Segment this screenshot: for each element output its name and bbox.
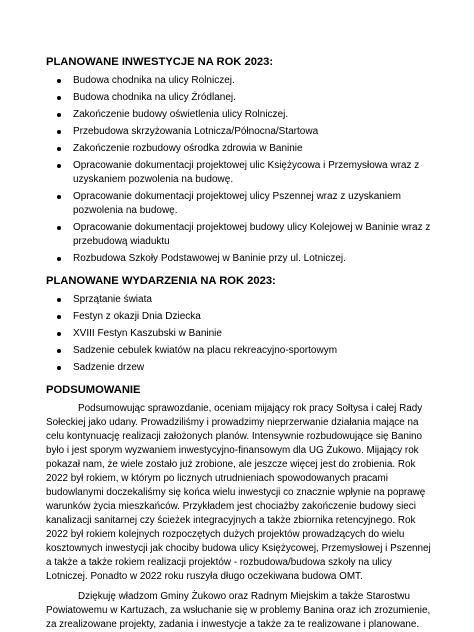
planned-events-list — [46, 293, 434, 375]
list-item: Przebudowa skrzyżowania Lotnicza/Północna/Startowa — [46, 125, 434, 139]
thanks-paragraph: Dziękuję władzom Gminy Żukowo oraz Radnym Miejskim a także Starostwu Powiatowemu w Kartuzach, za wsłuchanie się w problemy Banina oraz ich zrozumienie, za zrealizowane projekty, zadania i inwestycje a także za te realizowane i planowane. — [46, 591, 431, 630]
list-item: Budowa chodnika na ulicy Źródlanej. — [46, 91, 434, 105]
list-item: Sadzenie cebulek kwiatów na placu rekreacyjno-sportowym — [46, 344, 434, 358]
list-item: XVIII Festyn Kaszubski w Baninie — [46, 327, 434, 341]
list-item: Festyn z okazji Dnia Dziecka — [46, 310, 434, 324]
section-title-summary: PODSUMOWANIE — [46, 384, 141, 396]
section-title-planned-events: PLANOWANE WYDARZENIA NA ROK 2023: — [46, 275, 276, 287]
list-item: Opracowanie dokumentacji projektowej budowy ulicy Kolejowej w Baninie wraz z przebudową wiaduktu — [46, 221, 434, 249]
section-title-planned-investments: PLANOWANE INWESTYCJE NA ROK 2023: — [46, 56, 274, 68]
list-item: Opracowanie dokumentacji projektowej ulic Księżycowa i Przemysłowa wraz z uzyskaniem pozwolenia na budowę. — [46, 159, 434, 187]
list-item: Zakończenie rozbudowy ośrodka zdrowia w Baninie — [46, 142, 434, 156]
list-item: Budowa chodnika na ulicy Rolniczej. — [46, 74, 434, 88]
list-item: Opracowanie dokumentacji projektowej ulicy Pszennej wraz z uzyskaniem pozwolenia na budowę. — [46, 190, 434, 218]
list-item: Zakończenie budowy oświetlenia ulicy Rolniczej. — [46, 108, 434, 122]
planned-investments-list — [46, 74, 434, 266]
list-item: Sadzenie drzew — [46, 361, 434, 375]
summary-paragraph: Podsumowując sprawozdanie, oceniam mijający rok pracy Sołtysa i całej Rady Sołeckiej jako udany. Prowadziliśmy i prowadzimy nieprzerwanie działania mające na celu kontynuację realizacji założonych planów. Intensywnie rozbudowujące się Banino było i jest sporym wyzwaniem inwestycyjno-finansowym dla UG Żukowo. Mijający rok pokazał nam, że wiele zostało już zrobione, ale jeszcze więcej jest do zrobienia. Rok 2022 był rokiem, w którym po licznych utrudnieniach spowodowanych pracami budowlanymi doczekaliśmy się końca wielu inwestycji co znacznie wpłynie na poprawę warunków życia mieszkańców. Przykładem jest chociażby zakończenie budowy sieci kanalizacji sanitarnej czy ścieżek integracyjnych a także zbiornika retencyjnego. Rok 2022 był rokiem kolejnych rozpoczętych dużych projektów prowadzących do wielu kosztownych inwestycji jak chociby budowa ulicy Księżycowej, Przemysłowej i Pszennej a także a także rokiem realizacji projektów - rozbudowa/budowa szkoły na ulicy Lotniczej. Ponadto w 2022 roku ruszyła długo oczekiwana budowa OMT. — [46, 403, 431, 582]
list-item: Rozbudowa Szkoły Podstawowej w Baninie przy ul. Lotniczej. — [46, 252, 434, 266]
list-item: Sprzątanie świata — [46, 293, 434, 307]
